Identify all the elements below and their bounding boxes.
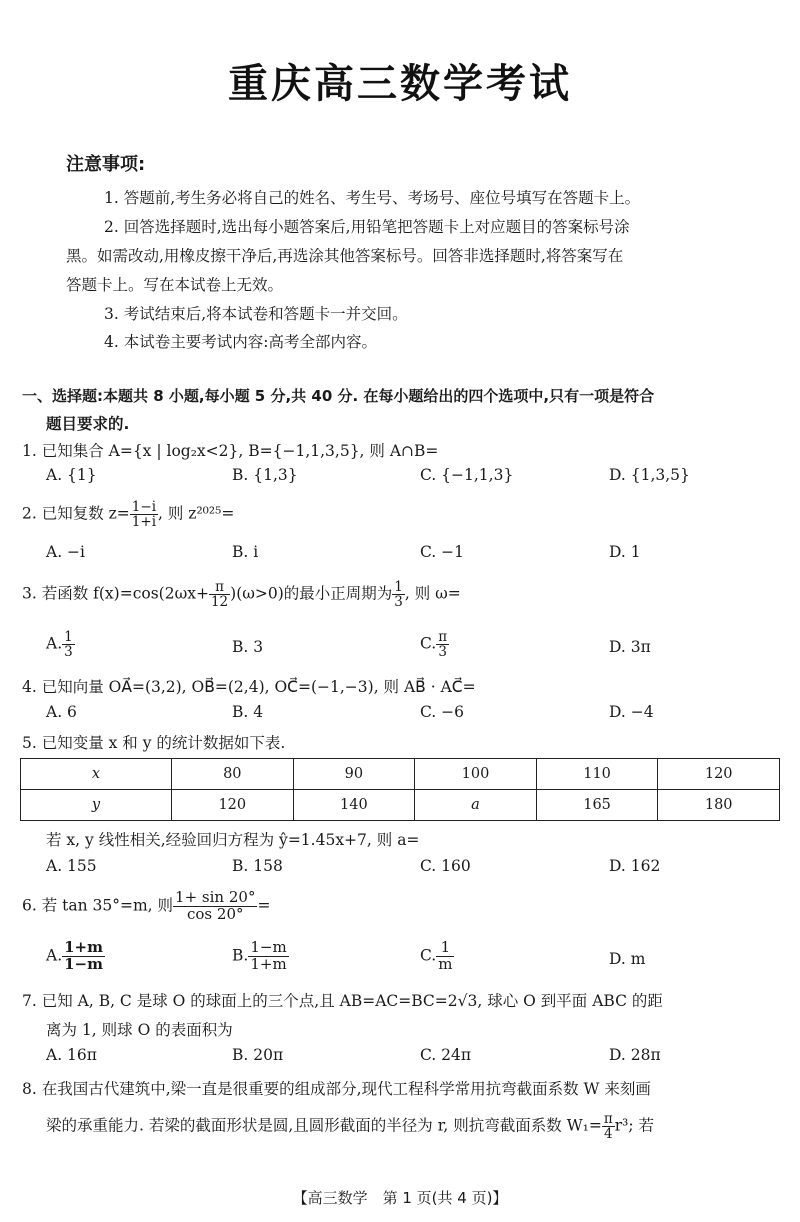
q2-stem-post: , 则 z²⁰²⁵=	[158, 504, 235, 523]
question-3-options	[46, 630, 766, 670]
q3-a-frac	[62, 630, 75, 659]
q3-stem-mid: )(ω>0)的最小正周期为	[230, 584, 393, 603]
q6-c-den: m	[438, 954, 453, 973]
q3-option-a	[46, 630, 75, 659]
q6-b-den: 1+m	[250, 954, 287, 973]
notice-line-5: 3. 考试结束后,将本试卷和答题卡一并交回。	[104, 305, 408, 323]
question-2-stem	[22, 500, 234, 529]
q6-frac-den: cos 20°	[187, 904, 244, 923]
q6-a-label: A.	[46, 946, 63, 965]
table-cell: a	[415, 790, 537, 821]
q7-option-c: C. 24π	[420, 1046, 472, 1064]
q5-option-a: A. 155	[46, 857, 97, 875]
q3-frac1-num: π	[209, 580, 230, 595]
question-3-stem	[22, 580, 461, 609]
q6-c-num: 1	[436, 940, 454, 957]
table-row-x	[21, 759, 780, 790]
question-5-after: 若 x, y 线性相关,经验回归方程为 ŷ=1.45x+7, 则 a=	[46, 831, 420, 849]
q3-frac2-den: 3	[394, 594, 403, 611]
table-cell: 120	[658, 759, 780, 790]
question-8-line-1: 8. 在我国古代建筑中,梁一直是很重要的组成部分,现代工程科学常用抗弯截面系数 W 来刻画	[22, 1080, 651, 1098]
q7-option-d: D. 28π	[609, 1046, 661, 1064]
q3-c-den: 3	[438, 644, 447, 661]
question-5-options	[46, 857, 766, 883]
question-1-stem: 1. 已知集合 A={x | log₂x<2}, B={−1,1,3,5}, 则 A∩B=	[22, 442, 439, 460]
q4-option-a: A. 6	[46, 703, 77, 721]
q3-option-c	[420, 630, 449, 659]
q3-a-num: 1	[64, 629, 73, 645]
question-7-line-2: 离为 1, 则球 O 的表面积为	[46, 1021, 233, 1039]
notice-line-1: 1. 答题前,考生务必将自己的姓名、考生号、考场号、座位号填写在答题卡上。	[104, 189, 641, 207]
notice-heading: 注意事项:	[66, 154, 146, 175]
question-4-stem: 4. 已知向量 OA⃗=(3,2), OB⃗=(2,4), OC⃗=(−1,−3), 则 AB⃗ · AC⃗=	[22, 678, 476, 696]
q2-option-c: C. −1	[420, 543, 465, 561]
q2-option-b: B. i	[232, 543, 259, 561]
q3-stem-pre: 3. 若函数 f(x)=cos(2ωx+	[22, 584, 209, 603]
table-cell: y	[21, 790, 172, 821]
q6-c-frac	[436, 940, 454, 973]
q6-stem-post: =	[257, 896, 271, 915]
q6-a-frac	[62, 940, 105, 973]
q3-a-den: 3	[64, 644, 73, 661]
notice-line-2: 2. 回答选择题时,选出每小题答案后,用铅笔把答题卡上对应题目的答案标号涂	[104, 218, 630, 236]
q6-option-a	[46, 940, 105, 973]
q6-option-b	[232, 940, 289, 973]
q8-line2-pre: 梁的承重能力. 若梁的截面形状是圆,且圆形截面的半径为 r, 则抗弯截面系数 W₁=	[46, 1116, 602, 1135]
q8-fraction	[602, 1112, 615, 1141]
notice-line-3: 黑。如需改动,用橡皮擦干净后,再选涂其他答案标号。回答非选择题时,将答案写在	[66, 247, 624, 265]
q6-fraction	[173, 890, 257, 923]
question-1-options	[46, 466, 766, 492]
q3-c-frac	[436, 630, 449, 659]
q1-option-c: C. {−1,1,3}	[420, 466, 514, 484]
q6-a-den: 1−m	[64, 954, 104, 973]
q8-frac-num: π	[603, 1111, 613, 1127]
question-2-options	[46, 543, 766, 569]
table-cell: 80	[172, 759, 294, 790]
q6-b-num: 1−m	[250, 938, 287, 956]
table-cell: 110	[536, 759, 658, 790]
q5-option-b: B. 158	[232, 857, 283, 875]
question-8-line-2	[46, 1112, 654, 1141]
question-6-options	[46, 940, 766, 980]
table-cell: 180	[658, 790, 780, 821]
question-4-options	[46, 703, 766, 729]
q3-option-d: D. 3π	[609, 638, 651, 656]
question-6-stem	[22, 890, 270, 923]
table-cell: 90	[293, 759, 415, 790]
q6-b-label: B.	[232, 946, 249, 965]
q3-frac1-den: 12	[210, 594, 229, 611]
q1-option-a: A. {1}	[46, 466, 97, 484]
question-5-stem: 5. 已知变量 x 和 y 的统计数据如下表.	[22, 734, 286, 752]
notice-line-6: 4. 本试卷主要考试内容:高考全部内容。	[104, 333, 377, 351]
q2-frac-den: 1+i	[131, 514, 157, 531]
q2-option-a: A. −i	[46, 543, 85, 561]
section-heading-line-2: 题目要求的.	[46, 415, 130, 433]
q4-option-b: B. 4	[232, 703, 264, 721]
exam-title: 重庆高三数学考试	[228, 61, 572, 107]
q3-c-num: π	[438, 629, 448, 645]
q6-a-num: 1+m	[64, 938, 104, 956]
notice-line-4: 答题卡上。写在本试卷上无效。	[66, 276, 284, 294]
table-cell: 120	[172, 790, 294, 821]
q4-option-c: C. −6	[420, 703, 465, 721]
q2-frac-num: 1−i	[131, 499, 157, 515]
q8-frac-den: 4	[603, 1126, 613, 1143]
q3-fraction-1	[209, 580, 230, 609]
q2-fraction	[130, 500, 158, 529]
q5-option-c: C. 160	[420, 857, 471, 875]
question-7-line-1: 7. 已知 A, B, C 是球 O 的球面上的三个点,且 AB=AC=BC=2√3, 球心 O 到平面 ABC 的距	[22, 992, 663, 1010]
q7-option-b: B. 20π	[232, 1046, 284, 1064]
section-heading-line-1: 一、选择题:本题共 8 小题,每小题 5 分,共 40 分. 在每小题给出的四个选项中,只有一项是符合	[22, 387, 655, 405]
question-7-options	[46, 1046, 766, 1072]
q3-frac2-num: 1	[394, 579, 403, 595]
table-cell: 100	[415, 759, 537, 790]
q6-b-frac	[248, 940, 288, 973]
q6-frac-num: 1+ sin 20°	[175, 888, 256, 906]
q4-option-d: D. −4	[609, 703, 654, 721]
table-cell: 140	[293, 790, 415, 821]
table-cell: 165	[536, 790, 658, 821]
q2-option-d: D. 1	[609, 543, 641, 561]
q7-option-a: A. 16π	[46, 1046, 97, 1064]
q5-option-d: D. 162	[609, 857, 661, 875]
q3-a-label: A.	[46, 634, 63, 653]
table-cell: x	[21, 759, 172, 790]
page-footer: 【高三数学 第 1 页(共 4 页)】	[292, 1189, 508, 1207]
q3-c-label: C.	[420, 634, 437, 653]
q1-option-d: D. {1,3,5}	[609, 466, 690, 484]
q2-stem-pre: 2. 已知复数 z=	[22, 504, 130, 523]
q6-stem-pre: 6. 若 tan 35°=m, 则	[22, 896, 174, 915]
q3-fraction-2	[392, 580, 405, 609]
q3-stem-post: , 则 ω=	[404, 584, 461, 603]
q6-option-c	[420, 940, 454, 973]
statistics-table	[20, 758, 780, 821]
q8-line2-post: r³; 若	[614, 1116, 654, 1135]
q6-c-label: C.	[420, 946, 437, 965]
table-row-y	[21, 790, 780, 821]
q6-option-d: D. m	[609, 950, 646, 968]
q1-option-b: B. {1,3}	[232, 466, 298, 484]
q3-option-b: B. 3	[232, 638, 264, 656]
